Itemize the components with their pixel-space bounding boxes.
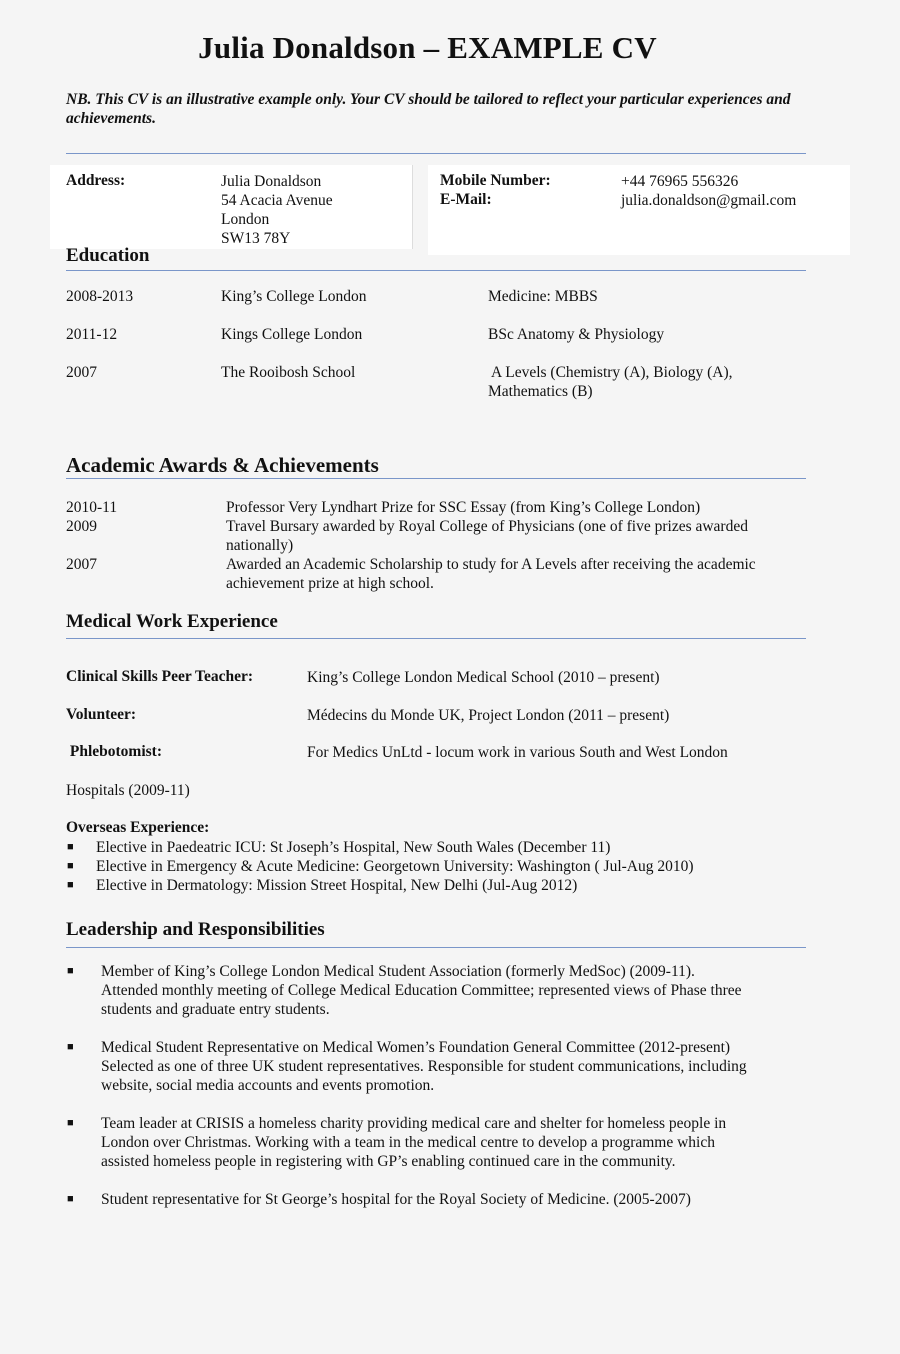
overseas-item: Elective in Emergency & Acute Medicine: Georgetown University: Washington ( Jul-Aug 2010)	[96, 858, 694, 875]
overseas-item: Elective in Dermatology: Mission Street Hospital, New Delhi (Jul-Aug 2012)	[96, 877, 578, 894]
award-year: 2009	[66, 518, 97, 535]
email-label: E-Mail:	[440, 191, 492, 208]
bullet-icon: ■	[67, 1041, 74, 1053]
leadership-item-line: Medical Student Representative on Medical Women’s Foundation General Committee (2012-present)	[101, 1039, 731, 1056]
award-text: Professor Very Lyndhart Prize for SSC Essay (from King’s College London)	[226, 499, 701, 516]
education-qualification: A Levels (Chemistry (A), Biology (A),	[488, 364, 733, 381]
leadership-item-line: Member of King’s College London Medical Student Association (formerly MedSoc) (2009-11).	[101, 963, 695, 980]
work-detail: King’s College London Medical School (2010 – present)	[307, 669, 660, 686]
award-year: 2007	[66, 556, 97, 573]
education-qualification: Medicine: MBBS	[488, 288, 598, 305]
education-institution: King’s College London	[221, 288, 367, 305]
bullet-icon: ■	[67, 1117, 74, 1129]
address-line: SW13 78Y	[221, 230, 291, 247]
education-institution: The Rooibosh School	[221, 364, 356, 381]
bullet-icon: ■	[67, 879, 74, 891]
work-continuation: Hospitals (2009-11)	[66, 782, 190, 799]
address-line: Julia Donaldson	[221, 173, 322, 190]
education-years: 2007	[66, 364, 97, 381]
overseas-label: Overseas Experience:	[66, 819, 210, 836]
mobile-value: +44 76965 556326	[621, 173, 739, 190]
award-text: Travel Bursary awarded by Royal College of Physicians (one of five prizes awarded	[226, 518, 748, 535]
overseas-item: Elective in Paedeatric ICU: St Joseph’s Hospital, New South Wales (December 11)	[96, 839, 611, 856]
email-value[interactable]: julia.donaldson@gmail.com	[621, 192, 797, 209]
work-role: Phlebotomist:	[66, 743, 163, 760]
education-qualification: BSc Anatomy & Physiology	[488, 326, 665, 343]
award-text-cont: achievement prize at high school.	[226, 575, 434, 592]
leadership-item-line: Student representative for St George’s hospital for the Royal Society of Medicine. (2005-2007)	[101, 1191, 691, 1208]
work-heading: Medical Work Experience	[66, 611, 278, 632]
leadership-item-line: Selected as one of three UK student representatives. Responsible for student communications, including	[101, 1058, 747, 1075]
bullet-icon: ■	[67, 1193, 74, 1205]
divider	[66, 270, 806, 271]
award-year: 2010-11	[66, 499, 118, 516]
work-role: Clinical Skills Peer Teacher:	[66, 668, 253, 685]
bullet-icon: ■	[67, 965, 74, 977]
address-line: London	[221, 211, 270, 228]
leadership-item-line: Team leader at CRISIS a homeless charity providing medical care and shelter for homeless people in	[101, 1115, 727, 1132]
leadership-item-line: students and graduate entry students.	[101, 1001, 330, 1018]
divider	[66, 947, 806, 948]
divider	[66, 638, 806, 639]
education-years: 2008-2013	[66, 288, 134, 305]
cv-title: Julia Donaldson – EXAMPLE CV	[198, 30, 657, 65]
leadership-item-line: website, social media accounts and events promotion.	[101, 1077, 435, 1094]
address-line: 54 Acacia Avenue	[221, 192, 333, 209]
work-detail: Médecins du Monde UK, Project London (2011 – present)	[307, 707, 670, 724]
bullet-icon: ■	[67, 841, 74, 853]
nb-disclaimer: NB. This CV is an illustrative example only. Your CV should be tailored to reflect your particular experiences and achievements.	[66, 91, 791, 127]
award-text-cont: nationally)	[226, 537, 294, 554]
education-heading: Education	[66, 245, 150, 266]
awards-heading: Academic Awards & Achievements	[66, 453, 379, 477]
award-text: Awarded an Academic Scholarship to study for A Levels after receiving the academic	[226, 556, 756, 573]
mobile-label: Mobile Number:	[440, 172, 551, 189]
education-institution: Kings College London	[221, 326, 363, 343]
leadership-item-line: London over Christmas. Working with a team in the medical centre to develop a programme which	[101, 1134, 715, 1151]
leadership-item-line: Attended monthly meeting of College Medical Education Committee; represented views of Phase three	[101, 982, 742, 999]
address-label: Address:	[66, 172, 126, 189]
work-detail: For Medics UnLtd - locum work in various South and West London	[307, 744, 728, 761]
divider	[66, 153, 806, 154]
education-qualification-cont: Mathematics (B)	[488, 383, 593, 400]
divider	[66, 478, 806, 479]
leadership-item-line: assisted homeless people in registering with GP’s enabling continued care in the community.	[101, 1153, 676, 1170]
work-role: Volunteer:	[66, 706, 137, 723]
education-years: 2011-12	[66, 326, 118, 343]
leadership-heading: Leadership and Responsibilities	[66, 919, 325, 940]
bullet-icon: ■	[67, 860, 74, 872]
